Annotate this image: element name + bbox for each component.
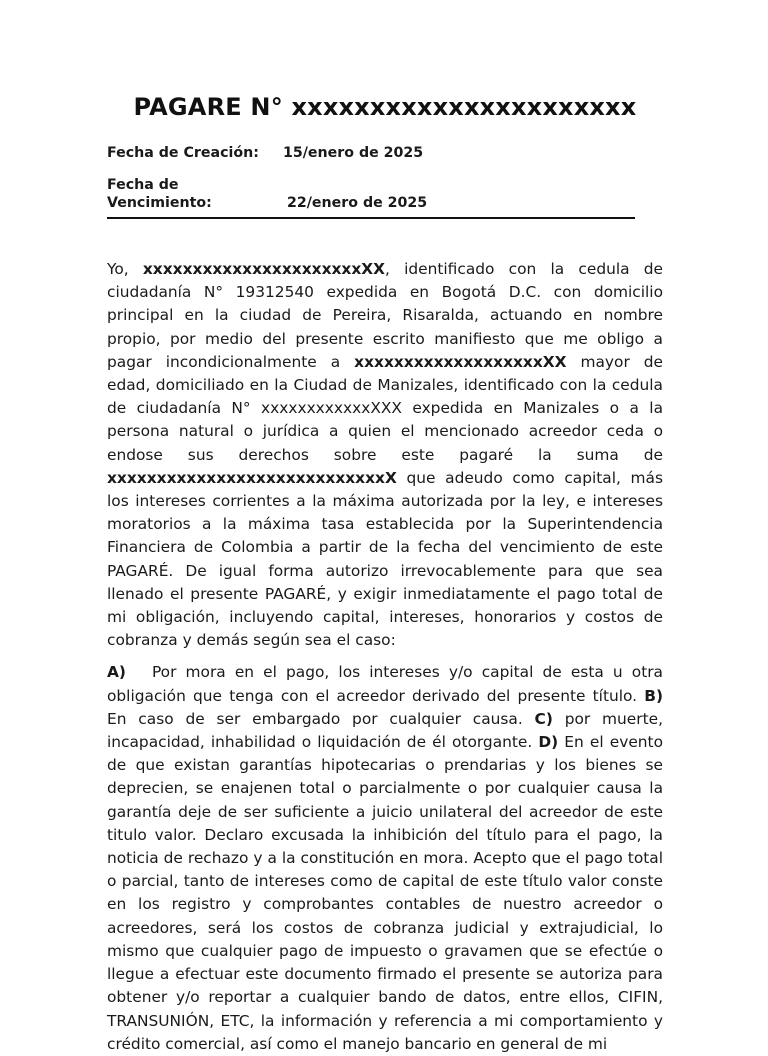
clause-d-label: D) bbox=[538, 733, 559, 752]
clause-a-label: A) bbox=[107, 663, 126, 682]
creation-date-value: 15/enero de 2025 bbox=[283, 145, 424, 161]
clause-b-label: B) bbox=[644, 686, 663, 705]
clause-b-text: En caso de ser embargado por cualquier causa. bbox=[107, 709, 535, 728]
conditions-paragraph bbox=[107, 661, 663, 1055]
para1-text-3: mayor de edad, domiciliado en la Ciudad de Manizales, identificado con la cedula de ciudadanía N° xxxxxxxxxxxxXXX expedida en Manizales o a la persona natural o jurídica a quien el mencionado acreedor ceda o endose sus derechos sobre este pagaré la suma de bbox=[107, 352, 663, 464]
para1-text-1: Yo, bbox=[107, 260, 143, 278]
debtor-name: xxxxxxxxxxxxxxxxxxxxxxXX bbox=[142, 260, 386, 278]
para1-text-4: que adeudo como capital, más los intereses corrientes a la máxima autorizada por la ley, e intereses moratorios a la máxima tasa establecida por la Superintendencia Financiera de Colombia a partir de la fecha del vencimiento de este PAGARÉ. De igual forma autorizo irrevocablemente para que sea llenado el presente PAGARÉ, y exigir inmediatamente el pago total de mi obligación, incluyendo capital, intereses, honorarios y costos de cobranza y demás según sea el caso: bbox=[107, 468, 663, 650]
clause-a-text: Por mora en el pago, los intereses y/o capital de esta u otra obligación que tenga con el acreedor derivado del presente título. bbox=[107, 663, 663, 705]
due-date-value: 22/enero de 2025 bbox=[287, 195, 428, 211]
clause-c-text: por muerte, incapacidad, inhabilidad o liquidación de él otorgante. bbox=[107, 709, 663, 752]
creation-date-label: Fecha de Creación: bbox=[107, 145, 259, 161]
creation-date-row bbox=[107, 144, 663, 162]
creditor-name: xxxxxxxxxxxxxxxxxxxXX bbox=[354, 352, 567, 371]
due-date-label: Fecha de Vencimiento: bbox=[107, 177, 212, 211]
para1-text-2: , identificado con la cedula de ciudadanía N° 19312540 expedida en Bogotá D.C. con domicilio principal en la ciudad de Pereira, Risaralda, actuando en nombre propio, por medio del presente escrito manifiesto que me obligo a pagar incondicionalmente a bbox=[107, 260, 663, 371]
amount: xxxxxxxxxxxxxxxxxxxxxxxxxxxxX bbox=[107, 468, 397, 487]
header-divider bbox=[107, 217, 635, 219]
due-date-row bbox=[107, 176, 663, 212]
clause-d-text: En el evento de que existan garantías hipotecarias o prendarias y los bienes se deprecien, se enajenen total o parcialmente o por cualquier causa la garantía deje de ser suficiente a juicio unilateral del acreedor de este titulo valor. Declaro excusada la inhibición del título para el pago, la noticia de rechazo y a la constitución en mora. Acepto que el pago total o parcial, tanto de intereses como de capital de este título valor conste en los registro y comprobantes contables de nuestro acreedor o acreedores, será los costos de cobranza judicial y extrajudicial, lo mismo que cualquier pago de impuesto o gravamen que se efectúe o llegue a efectuar este documento firmado el presente se autoriza para obtener y/o reportar a cualquier bando de datos, entre ellos, CIFIN, TRANSUNIÓN, ETC, la información y referencia a mi comportamiento y crédito comercial, así como el manejo bancario en general de mi bbox=[107, 733, 663, 1053]
page-title: PAGARE N° xxxxxxxxxxxxxxxxxxxxxx bbox=[133, 93, 637, 121]
obligation-paragraph bbox=[107, 258, 663, 652]
clause-c-label: C) bbox=[534, 709, 553, 728]
